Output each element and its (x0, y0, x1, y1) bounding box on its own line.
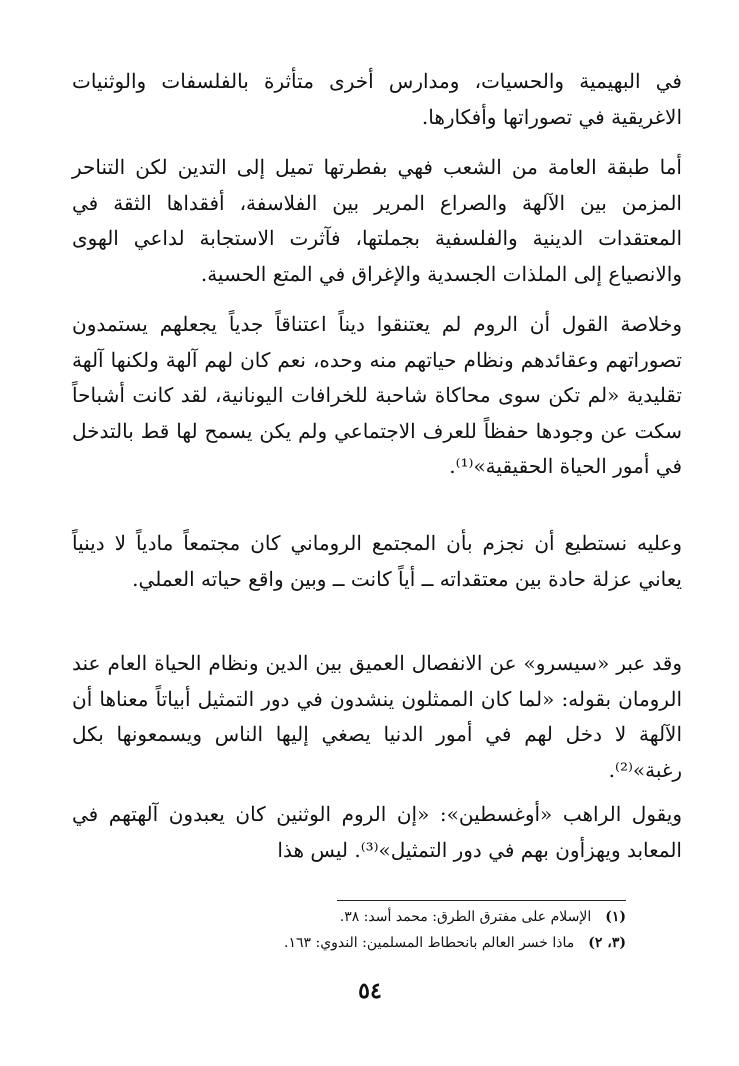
paragraph-1: في البهيمية والحسيات، ومدارس أخرى متأثرة بالفلسفات والوثنيات الاغريقية في تصوراتها وأفكارها. (72, 69, 682, 129)
footnote-text: ماذا خسر العالم بانحطاط المسلمين: الندوي: ١٦٣. (284, 935, 575, 951)
paragraph-2: أما طبقة العامة من الشعب فهي بفطرتها تميل إلى التدين لكن التناحر المزمن بين الآلهة والصراع المرير بين الفلاسفة، أفقداها الثقة في المعتقدات الدينية والفلسفية بجملتها، فآثرت الاستجابة لداعي الهوى والانصياع إلى الملذات الجسدية والإغراق في المتع الحسية. (72, 155, 682, 286)
paragraph-6: ويقول الراهب «أوغسطين»: «إن الروم الوثنين كان يعبدون آلهتهم في المعابد ويهزأون بهم في دور التمثيل»⁽³⁾. ليس هذا (72, 802, 682, 862)
footnote-mark: (٣، ٢) (588, 935, 626, 951)
footnotes (200, 904, 626, 956)
footnote-mark: (١) (605, 909, 626, 925)
footnote-divider (337, 900, 626, 901)
page-number: ٥٤ (358, 978, 382, 1004)
paragraph-3: وخلاصة القول أن الروم لم يعتنقوا ديناً اعتناقاً جدياً يجعلهم يستمدون تصوراتهم وعقائدهم ونظام حياتهم منه وحده، نعم كان لهم آلهة ولكنها آلهة تقليدية «لم تكن سوى محاكاة شاحبة للخرافات اليونانية، لقد كانت أشباحاً سكت عن وجودها حفظاً للعرف الاجتماعي ولم يكن يسمح لها قط بالتدخل في أمور الحياة الحقيقية»⁽¹⁾. (72, 312, 682, 478)
footnote-text: الإسلام على مفترق الطرق: محمد أسد: ٣٨. (339, 909, 592, 925)
footnote-item (200, 904, 626, 930)
footnote-item (200, 930, 626, 956)
paragraph-5: وقد عبر «سيسرو» عن الانفصال العميق بين الدين ونظام الحياة العام عند الرومان بقوله: «لما كان الممثلون ينشدون في دور التمثيل أبياتاً معناها أن الآلهة لا دخل لهم في أمور الدنيا يصغي إليها الناس ويسمعونها بكل رغبة»⁽²⁾. (72, 651, 682, 782)
paragraph-4: وعليه نستطيع أن نجزم بأن المجتمع الروماني كان مجتمعاً مادياً لا دينياً يعاني عزلة حادة بين معتقداته ــ أياً كانت ــ وبين واقع حياته العملي. (72, 531, 682, 591)
